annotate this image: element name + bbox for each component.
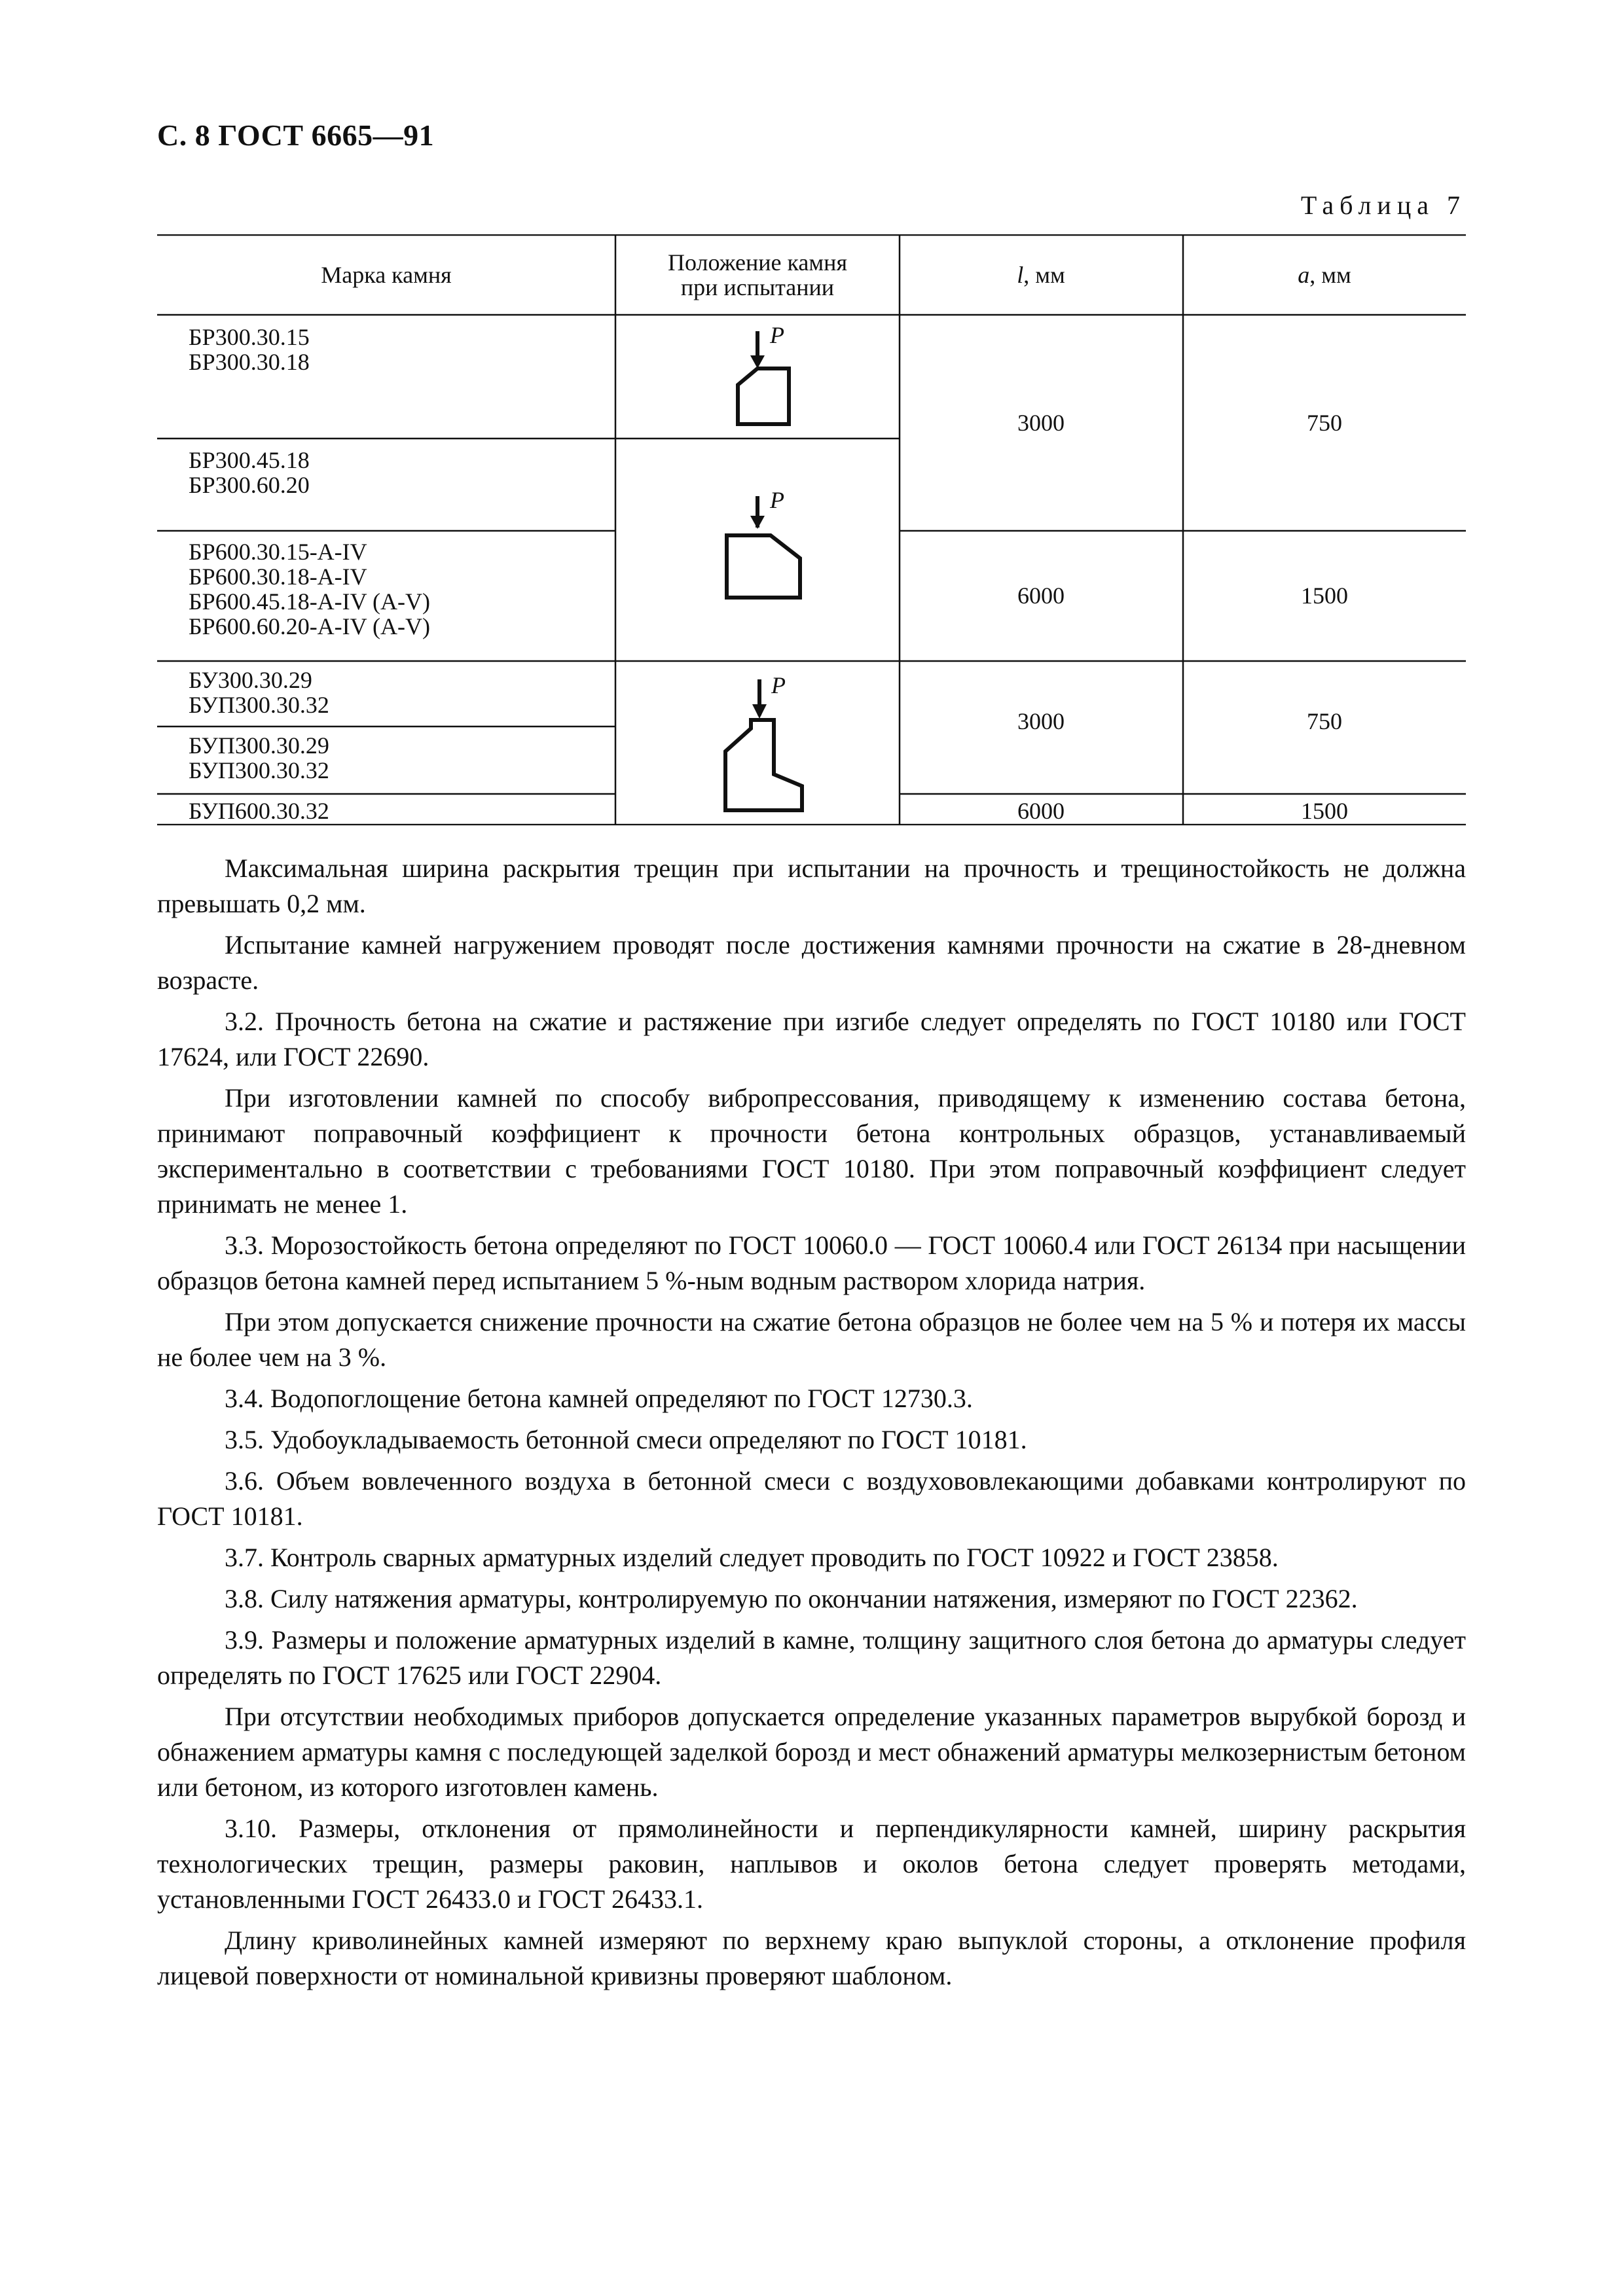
paragraph: Максимальная ширина раскрытия трещин при испытании на прочность и трещиностойкость не должна превышать 0,2 мм.	[157, 853, 1466, 918]
column-header-mark: Марка камня	[321, 262, 452, 288]
paragraph: 3.2. Прочность бетона на сжатие и растяжение при изгибе следует определять по ГОСТ 10180 или ГОСТ 17624, или ГОСТ 22690.	[157, 1007, 1466, 1071]
paragraph: 3.5. Удобоукладываемость бетонной смеси определяют по ГОСТ 10181.	[225, 1425, 1027, 1454]
column-header-a: a, мм	[1298, 262, 1351, 288]
body-text	[157, 851, 1466, 1994]
value-l: 3000	[1017, 410, 1065, 436]
stone-profile-3	[725, 679, 802, 810]
paragraph: 3.3. Морозостойкость бетона определяют по ГОСТ 10060.0 — ГОСТ 10060.4 или ГОСТ 26134 при насыщении образцов бетона камней перед испытанием 5 %-ным водным раствором хлорида натрия.	[157, 1230, 1466, 1295]
table-grid	[157, 234, 1466, 825]
paragraph: 3.10. Размеры, отклонения от прямолинейности и перпендикулярности камней, ширину раскрытия технологических трещин, размеры раковин, наплывов и околов бетона следует проверять методами, установленными ГОСТ 26433.0 и ГОСТ 26433.1.	[157, 1814, 1466, 1914]
value-a: 750	[1307, 410, 1342, 436]
table-caption: Таблица 7	[1300, 190, 1466, 220]
table-row-marks: БР300.45.18 БР300.60.20	[189, 447, 310, 498]
paragraph: 3.8. Силу натяжения арматуры, контролируемую по окончании натяжения, измеряют по ГОСТ 22362.	[225, 1584, 1358, 1613]
table-row-marks: БУП300.30.29 БУП300.30.32	[189, 732, 329, 783]
arrow-head-2	[750, 516, 765, 529]
load-label: P	[770, 487, 784, 513]
paragraph: 3.9. Размеры и положение арматурных изделий в камне, толщину защитного слоя бетона до арматуры следует определять по ГОСТ 17625 или ГОСТ 22904.	[157, 1625, 1466, 1690]
paragraph: Длину криволинейных камней измеряют по верхнему краю выпуклой стороны, а отклонение профиля лицевой поверхности от номинальной кривизны проверяют шаблоном.	[157, 1926, 1466, 1990]
load-label: P	[770, 322, 784, 348]
table-7	[157, 234, 1466, 825]
value-l: 6000	[1017, 583, 1065, 609]
table-row-marks: БР600.30.15-А-IV БР600.30.18-А-IV БР600.45.18-А-IV (А-V) БР600.60.20-А-IV (А-V)	[189, 539, 430, 639]
table-row-marks: БР300.30.15 БР300.30.18	[189, 324, 310, 375]
value-l: 3000	[1017, 708, 1065, 734]
value-l: 6000	[1017, 798, 1065, 824]
load-label: P	[771, 672, 786, 698]
table-row-marks: БУ300.30.29 БУП300.30.32	[189, 667, 329, 718]
arrow-head-3	[752, 704, 767, 719]
paragraph: 3.7. Контроль сварных арматурных изделий следует проводить по ГОСТ 10922 и ГОСТ 23858.	[225, 1543, 1279, 1572]
page-header: С. 8 ГОСТ 6665—91	[157, 118, 435, 152]
stone-profile-2	[727, 496, 800, 598]
paragraph: Испытание камней нагружением проводят после достижения камнями прочности на сжатие в 28-дневном возрасте.	[157, 930, 1466, 995]
paragraph: 3.6. Объем вовлеченного воздуха в бетонной смеси с воздухововлекающими добавками контролируют по ГОСТ 10181.	[157, 1466, 1466, 1531]
table-row-marks: БУП600.30.32	[189, 798, 329, 824]
value-a: 1500	[1301, 798, 1348, 824]
paragraph: При этом допускается снижение прочности на сжатие бетона образцов не более чем на 5 % и потеря их массы не более чем на 3 %.	[157, 1307, 1466, 1372]
paragraph: 3.4. Водопоглощение бетона камней определяют по ГОСТ 12730.3.	[225, 1384, 973, 1413]
value-a: 1500	[1301, 583, 1348, 609]
paragraph: При изготовлении камней по способу вибропрессования, приводящему к изменению состава бетона, принимают поправочный коэффициент к прочности бетона контрольных образцов, устанавливаемый экспериментально в соответствии с требованиями ГОСТ 10180. При этом поправочный коэффициент следует принимать не менее 1.	[157, 1083, 1466, 1219]
column-header-l: l, мм	[1017, 262, 1065, 288]
paragraph: При отсутствии необходимых приборов допускается определение указанных параметров вырубкой борозд и обнажением арматуры камня с последующей заделкой борозд и мест обнажений арматуры мелкозернистым бетоном или бетоном, из которого изготовлен камень.	[157, 1702, 1466, 1802]
column-header-position: Положение камня при испытании	[667, 249, 848, 300]
value-a: 750	[1307, 708, 1342, 734]
